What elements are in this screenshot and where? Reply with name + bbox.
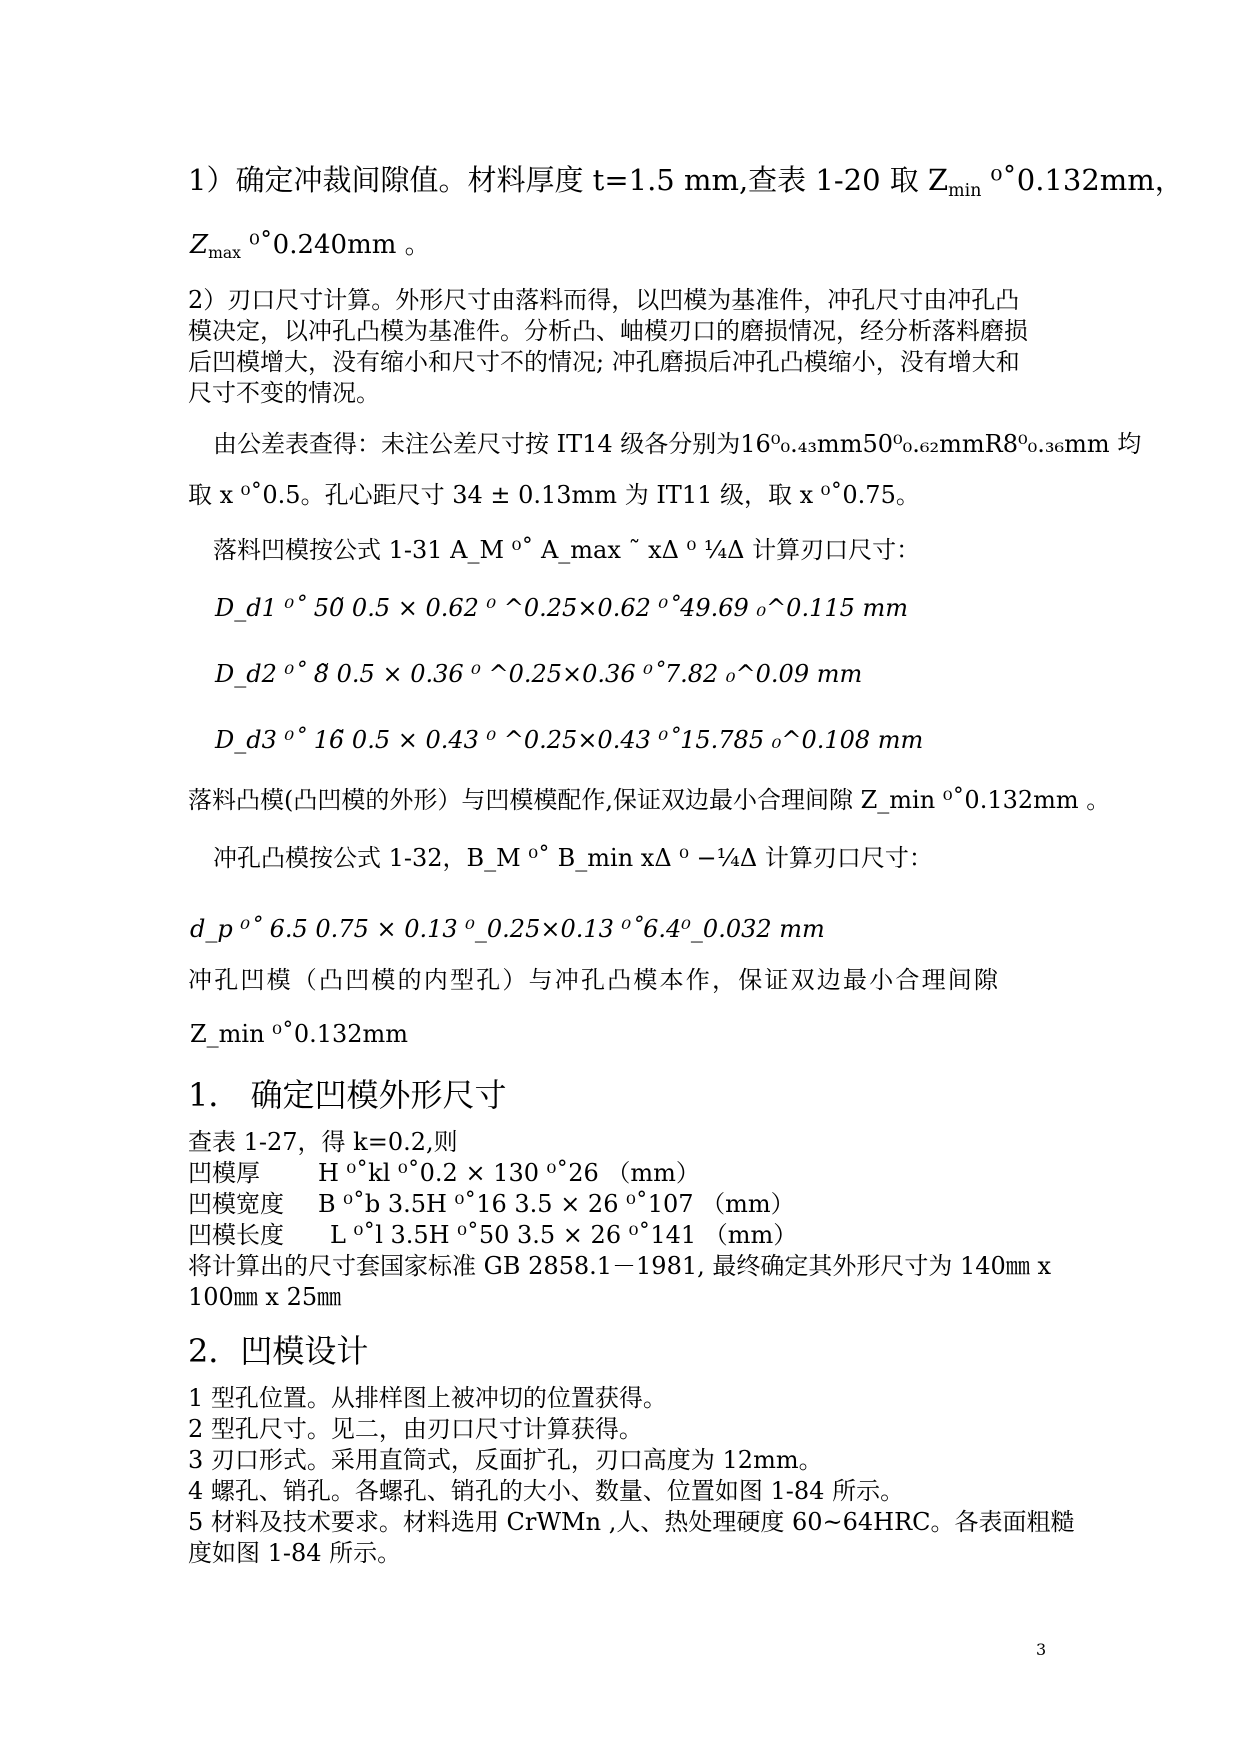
p3-line2: 取 x ⁰˚0.5。孔心距尺寸 34 ± 0.13mm 为 IT11 级，取 x ⁰˚0.75。 [188,481,920,509]
section1-line2-eq: H ⁰˚kl ⁰˚0.2 × 130 ⁰˚26 （mm） [318,1159,700,1187]
equation-dd2: D_d2 ⁰˚ 8̃ 0.5 × 0.36 ⁰ ^0.25×0.36 ⁰˚7.82 ₀^0.09 mm [215,660,863,688]
equation-dd3: D_d3 ⁰˚ 16̃ 0.5 × 0.43 ⁰ ^0.25×0.43 ⁰˚15.785 ₀^0.108 mm [215,726,924,754]
p1-line2-sub: max [208,244,241,263]
section2-item-1: 1 型孔位置。从排样图上被冲切的位置获得。 [188,1384,667,1412]
p2-line4: 尺寸不变的情况。 [188,379,380,407]
section1-line6: 100㎜ x 25㎜ [188,1283,342,1311]
section2-item-2: 2 型孔尺寸。见二，由刃口尺寸计算获得。 [188,1415,643,1443]
page-number: 3 [1036,1640,1047,1659]
p2-line1: 2）刃口尺寸计算。外形尺寸由落料而得，以凹模为基准件，冲孔尺寸由冲孔凸 [188,286,1020,314]
p4-line1: 落料凹模按公式 1-31 A_M ⁰˚ A_max ˜ xΔ ⁰ ¼Δ 计算刃口尺寸： [213,536,921,564]
section1-line4-eq: L ⁰˚l 3.5H ⁰˚50 3.5 × 26 ⁰˚141 （mm） [330,1221,798,1249]
p1-line1-sub: min [948,181,982,202]
p2-line3: 后凹模增大，没有缩小和尺寸不的情况; 冲孔磨损后冲孔凸模缩小，没有增大和 [188,348,1020,376]
section2-item-5: 5 材料及技术要求。材料选用 CrWMn ,人、热处理硬度 60~64HRC。各表面粗糙 [188,1508,1075,1536]
p3-line1: 由公差表查得：未注公差尺寸按 IT14 级各分别为16⁰₀.₄₃mm50⁰₀.₆₂mmR8⁰₀.₃₆mm 均 [213,430,1142,458]
section2-item-3: 3 刃口形式。采用直筒式，反面扩孔，刃口高度为 12mm。 [188,1446,823,1474]
p5-line3: 冲孔凹模（凸凹模的内型孔）与冲孔凸模本作，保证双边最小合理间隙 [188,966,1001,994]
p5-line2: 冲孔凸模按公式 1-32，B_M ⁰˚ B_min xΔ ⁰ −¼Δ 计算刃口尺寸： [213,844,933,872]
section1-line3-label: 凹模宽度 [188,1190,284,1218]
p1-line2-tail: ⁰˚0.240mm 。 [240,230,431,260]
section1-line5: 将计算出的尺寸套国家标准 GB 2858.1－1981, 最终确定其外形尺寸为 140㎜ x [188,1252,1051,1280]
p2-line2: 模决定，以冲孔凸模为基准件。分析凸、岫模刃口的磨损情况，经分析落料磨损 [188,317,1028,345]
p1-line1 [188,163,1184,202]
section2-item-6: 度如图 1-84 所示。 [188,1539,402,1567]
equation-dd1: D_d1 ⁰˚ 50̃ 0.5 × 0.62 ⁰ ^0.25×0.62 ⁰˚49.69 ₀^0.115 mm [215,594,909,622]
section1-line4-label: 凹模长度 [188,1221,284,1249]
equation-dp: d_p ⁰˚ 6.5 0.75 × 0.13 ⁰_0.25×0.13 ⁰˚6.4⁰_0.032 mm [190,915,825,943]
section1-line2-label: 凹模厚 [188,1159,260,1187]
section1-line3-eq: B ⁰˚b 3.5H ⁰˚16 3.5 × 26 ⁰˚107 （mm） [318,1190,795,1218]
p5-line4: Z_min ⁰˚0.132mm [190,1020,409,1048]
section2-item-4: 4 螺孔、销孔。各螺孔、销孔的大小、数量、位置如图 1-84 所示。 [188,1477,905,1505]
p1-line1-text: 1）确定冲裁间隙值。材料厚度 t=1.5 mm,查表 1-20 取 Z [188,163,949,197]
section2-title: 2．凹模设计 [188,1332,369,1370]
p5-line1: 落料凸模(凸凹模的外形）与凹模模配作,保证双边最小合理间隙 Z_min ⁰˚0.132mm 。 [188,786,1111,814]
section1-title: 1． 确定凹模外形尺寸 [188,1076,507,1114]
section1-line1: 查表 1-27，得 k=0.2,则 [188,1128,458,1156]
p1-line2-z: Z [190,230,209,260]
p1-line1-tail: ⁰˚0.132mm， [981,163,1184,197]
p1-line2 [190,230,431,263]
